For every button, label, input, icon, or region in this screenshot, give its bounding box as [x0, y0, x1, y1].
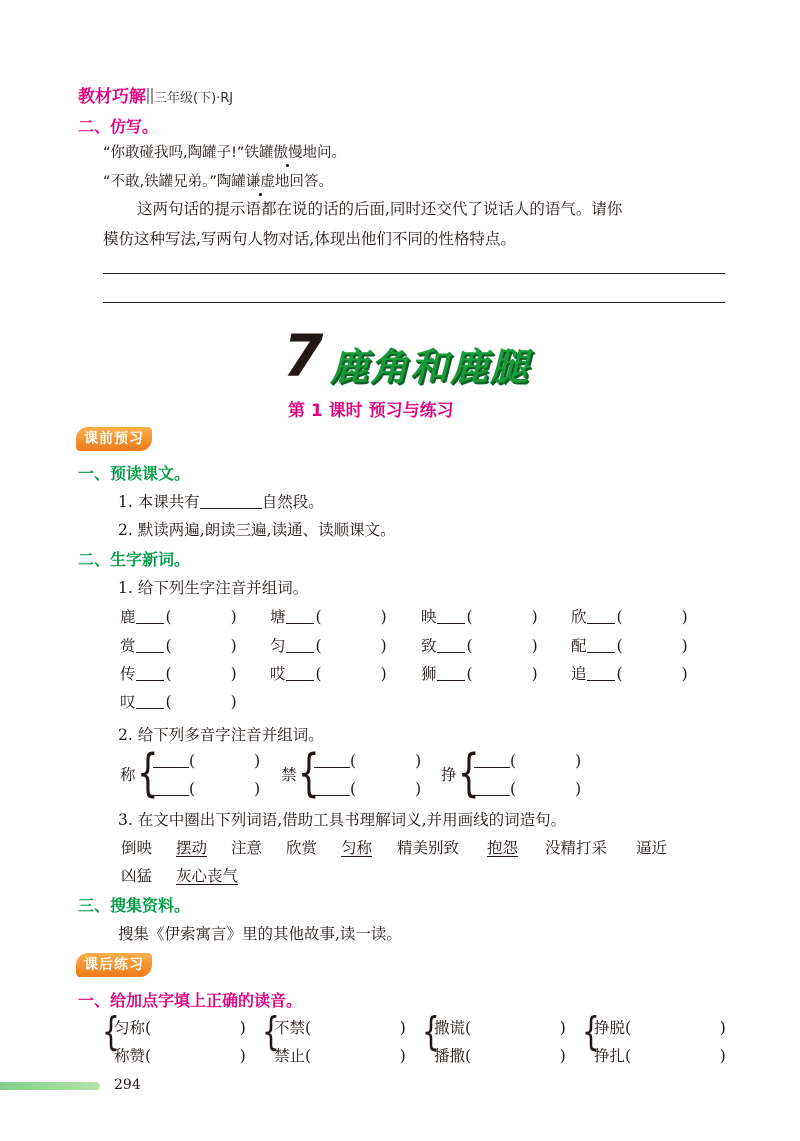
- answer-paren[interactable]: ( ): [625, 1047, 726, 1065]
- vocab-word: 没精打采: [545, 839, 608, 857]
- brace: {: [262, 1008, 280, 1055]
- pronunciation-row[interactable]: [114, 1044, 246, 1066]
- pre-study-badge: 课前预习: [76, 427, 152, 451]
- vocab-word: 摆动: [176, 839, 208, 857]
- pinyin-blank[interactable]: [437, 652, 465, 653]
- post-heading: 一、给加点字填上正确的读音。: [78, 991, 303, 1010]
- answer-paren[interactable]: ( ): [305, 1019, 406, 1037]
- brace: {: [137, 743, 159, 804]
- running-header: [78, 82, 233, 107]
- paragraph-count-blank[interactable]: [200, 508, 262, 509]
- dotted-word: 挣脱: [594, 1019, 626, 1037]
- char-label: 映: [421, 608, 437, 626]
- pronunciation-row[interactable]: [434, 1044, 566, 1066]
- word-paren[interactable]: ( ): [616, 637, 688, 655]
- polyphone-char: 挣: [441, 766, 457, 784]
- instruction-line-1: 这两句话的提示语都在说的话的后面,同时还交代了说话人的语气。请你: [137, 200, 623, 218]
- char-item: [120, 690, 237, 712]
- polyphone-row[interactable]: ( ): [474, 780, 581, 798]
- brace: {: [422, 1008, 440, 1055]
- word-paren[interactable]: ( ): [315, 665, 387, 683]
- quote2-dotted: 谦虚: [245, 174, 275, 190]
- lesson-title: 鹿角和鹿腿: [330, 345, 531, 389]
- word-paren[interactable]: ( ): [616, 665, 688, 683]
- char-item: [270, 662, 387, 684]
- word-paren[interactable]: ( ): [466, 608, 538, 626]
- brace: {: [582, 1008, 600, 1055]
- char-label: 匀: [270, 637, 286, 655]
- word-paren[interactable]: ( ): [165, 608, 237, 626]
- dotted-word: 撒谎: [434, 1019, 466, 1037]
- pinyin-blank[interactable]: [136, 652, 164, 653]
- vocab-word: 倒映: [121, 839, 153, 857]
- post-study-badge: 课后练习: [76, 953, 152, 977]
- char-label: 致: [421, 637, 437, 655]
- instruction-line-2: 模仿这种写法,写两句人物对话,体现出他们不同的性格特点。: [103, 230, 516, 248]
- pronunciation-row[interactable]: [594, 1044, 726, 1066]
- preview-item-2: 2. 默读两遍,朗读三遍,读通、读顺课文。: [118, 521, 396, 539]
- preview-item-1: [118, 490, 324, 512]
- char-label: 传: [120, 665, 136, 683]
- answer-paren[interactable]: ( ): [465, 1047, 566, 1065]
- quote-line-1: [103, 141, 346, 162]
- char-item: [421, 634, 538, 656]
- quote2-tail: 地回答。: [274, 174, 333, 190]
- preview-item-5: 3. 在文中圈出下列词语,借助工具书理解词义,并用画线的词造句。: [118, 811, 567, 829]
- footer-bar: [0, 1082, 100, 1090]
- quote-line-2: [103, 170, 333, 191]
- pronunciation-row[interactable]: [594, 1016, 726, 1038]
- book-title: 教材巧解: [78, 87, 146, 107]
- answer-paren[interactable]: ( ): [145, 1019, 246, 1037]
- char-item: [571, 634, 688, 656]
- word-paren[interactable]: ( ): [315, 637, 387, 655]
- divider: [151, 88, 153, 104]
- quote1-tail: 地问。: [302, 145, 346, 161]
- polyphone-row[interactable]: ( ): [153, 752, 260, 770]
- polyphone-row[interactable]: ( ): [153, 780, 260, 798]
- char-item: [120, 634, 237, 656]
- answer-paren[interactable]: ( ): [145, 1047, 246, 1065]
- dotted-word: 禁止: [274, 1047, 306, 1065]
- vocab-word: 匀称: [341, 839, 373, 857]
- pinyin-blank[interactable]: [136, 623, 164, 624]
- vocab-word: 欣赏: [286, 839, 318, 857]
- word-paren[interactable]: ( ): [466, 637, 538, 655]
- word-paren[interactable]: ( ): [165, 637, 237, 655]
- dotted-word: 称赞: [114, 1047, 146, 1065]
- word-paren[interactable]: ( ): [466, 665, 538, 683]
- vocab-word: 抱怨: [487, 839, 519, 857]
- quote2-text: “不敢,铁罐兄弟。”陶罐: [103, 174, 246, 190]
- char-item: [571, 662, 688, 684]
- lesson-subtitle: 第 1 课时 预习与练习: [288, 401, 454, 421]
- char-label: 狮: [421, 665, 437, 683]
- vocab-word: 逼近: [636, 839, 668, 857]
- brace: {: [298, 743, 320, 804]
- item1-tail: 自然段。: [261, 493, 324, 511]
- vocab-word: 凶猛: [121, 867, 153, 885]
- preview-heading-2: 二、生字新词。: [78, 550, 191, 569]
- pinyin-blank[interactable]: [286, 680, 314, 681]
- brace: {: [102, 1008, 120, 1055]
- preview-item-6: 搜集《伊索寓言》里的其他故事,读一读。: [118, 925, 402, 943]
- char-item: [421, 605, 538, 627]
- pinyin-blank[interactable]: [587, 623, 615, 624]
- quote1-dotted: 傲慢: [273, 145, 303, 161]
- answer-line-1[interactable]: [103, 273, 725, 274]
- char-label: 配: [571, 637, 587, 655]
- dotted-word: 不禁: [274, 1019, 306, 1037]
- vocab-word: 灰心丧气: [176, 867, 239, 885]
- polyphone-row[interactable]: ( ): [314, 780, 421, 798]
- answer-paren[interactable]: ( ): [305, 1047, 406, 1065]
- char-item: [120, 662, 237, 684]
- char-label: 塘: [270, 608, 286, 626]
- quote1-text: “你敢碰我吗,陶罐子!”铁罐: [103, 145, 274, 161]
- preview-item-4: 2. 给下列多音字注音并组词。: [118, 726, 324, 744]
- char-label: 鹿: [120, 608, 136, 626]
- dotted-word: 播撒: [434, 1047, 466, 1065]
- pronunciation-row[interactable]: [114, 1016, 246, 1038]
- grade-label: 三年级(下)·RJ: [154, 91, 234, 106]
- polyphone-row[interactable]: ( ): [314, 752, 421, 770]
- pinyin-blank[interactable]: [136, 680, 164, 681]
- char-item: [270, 605, 387, 627]
- word-paren[interactable]: ( ): [616, 608, 688, 626]
- pinyin-blank[interactable]: [286, 623, 314, 624]
- brace: {: [458, 743, 480, 804]
- divider: [147, 88, 149, 104]
- dotted-word: 匀称: [114, 1019, 146, 1037]
- dotted-word: 挣扎: [594, 1047, 626, 1065]
- char-item: [120, 605, 237, 627]
- char-item: [571, 605, 688, 627]
- pronunciation-row[interactable]: [274, 1044, 406, 1066]
- polyphone-row[interactable]: ( ): [474, 752, 581, 770]
- pinyin-blank[interactable]: [437, 623, 465, 624]
- pronunciation-row[interactable]: [274, 1016, 406, 1038]
- vocab-word: 精美别致: [397, 839, 460, 857]
- answer-line-2[interactable]: [103, 302, 725, 303]
- answer-paren[interactable]: ( ): [625, 1019, 726, 1037]
- polyphone-char: 禁: [281, 766, 297, 784]
- char-label: 哎: [270, 665, 286, 683]
- pinyin-blank[interactable]: [136, 708, 164, 709]
- word-paren[interactable]: ( ): [315, 608, 387, 626]
- word-paren[interactable]: ( ): [165, 693, 237, 711]
- page-number: 294: [114, 1077, 141, 1093]
- preview-heading-1: 一、预读课文。: [78, 464, 191, 483]
- pinyin-blank[interactable]: [587, 652, 615, 653]
- lesson-number: 7: [283, 322, 324, 390]
- char-label: 叹: [120, 693, 136, 711]
- pinyin-blank[interactable]: [437, 680, 465, 681]
- pronunciation-row[interactable]: [434, 1016, 566, 1038]
- vocab-word: 注意: [231, 839, 263, 857]
- word-paren[interactable]: ( ): [165, 665, 237, 683]
- char-label: 赏: [120, 637, 136, 655]
- char-item: [421, 662, 538, 684]
- pinyin-blank[interactable]: [286, 652, 314, 653]
- char-label: 欣: [571, 608, 587, 626]
- polyphone-char: 称: [120, 766, 136, 784]
- pinyin-blank[interactable]: [587, 680, 615, 681]
- preview-heading-3: 三、搜集资料。: [78, 896, 191, 915]
- char-label: 追: [571, 665, 587, 683]
- char-item: [270, 634, 387, 656]
- answer-paren[interactable]: ( ): [465, 1019, 566, 1037]
- imitation-heading: 二、仿写。: [78, 117, 159, 136]
- preview-item-3: 1. 给下列生字注音并组词。: [118, 579, 309, 597]
- item1-text: 1. 本课共有: [118, 493, 200, 511]
